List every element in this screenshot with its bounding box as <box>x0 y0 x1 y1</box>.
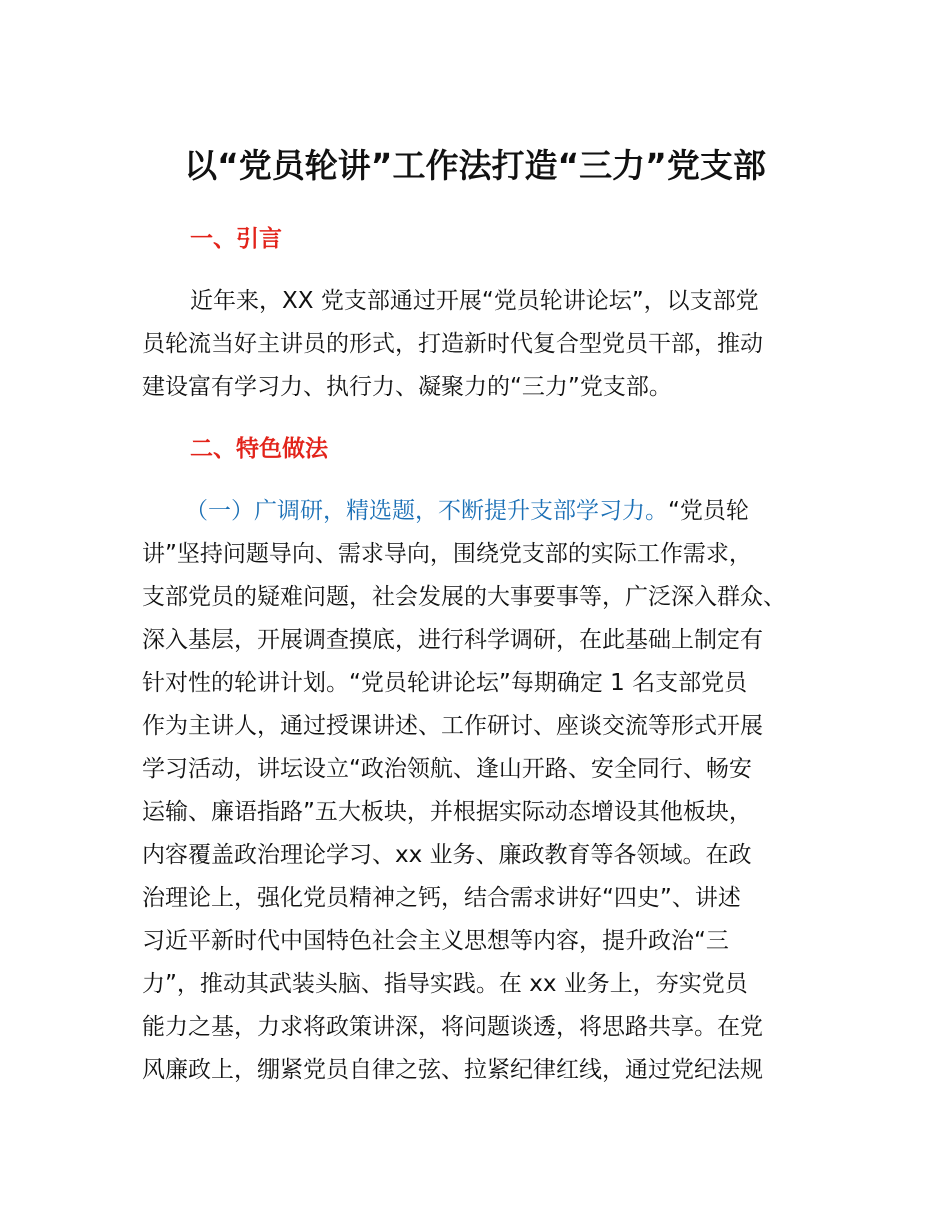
paragraph-line: 内容覆盖政治理论学习、xx 业务、廉政教育等各领域。在政 <box>142 842 752 868</box>
paragraph-line: 习近平新时代中国特色社会主义思想等内容，提升政治“三 <box>142 928 729 954</box>
paragraph-line <box>185 495 749 527</box>
paragraph-line: 运输、廉语指路”五大板块，并根据实际动态增设其他板块， <box>142 799 752 825</box>
paragraph-line: 治理论上，强化党员精神之钙，结合需求讲好“四史”、讲述 <box>142 885 741 911</box>
paragraph-line: 员轮流当好主讲员的形式，打造新时代复合型党员干部，推动 <box>142 331 763 357</box>
paragraph-line: 学习活动，讲坛设立“政治领航、逢山开路、安全同行、畅安 <box>142 756 752 782</box>
paragraph-line: 近年来，XX 党支部通过开展“党员轮讲论坛”，以支部党 <box>190 288 759 314</box>
section-heading-introduction: 一、引言 <box>190 226 282 252</box>
paragraph-line: 能力之基，力求将政策讲深，将问题谈透，将思路共享。在党 <box>142 1014 763 1040</box>
paragraph-line: 针对性的轮讲计划。“党员轮讲论坛”每期确定 1 名支部党员 <box>142 670 748 696</box>
paragraph-line: 风廉政上，绷紧党员自律之弦、拉紧纪律红线，通过党纪法规 <box>142 1057 763 1083</box>
paragraph-line: 力”，推动其武装头脑、指导实践。在 xx 业务上，夯实党员 <box>142 971 748 997</box>
paragraph-line: 作为主讲人，通过授课讲述、工作研讨、座谈交流等形式开展 <box>142 713 763 739</box>
paragraph-line: 建设富有学习力、执行力、凝聚力的“三力”党支部。 <box>142 374 672 400</box>
section-heading-practices: 二、特色做法 <box>190 436 328 462</box>
paragraph-line: 支部党员的疑难问题，社会发展的大事要事等，广泛深入群众、 <box>142 584 786 610</box>
document-title: 以“党员轮讲”工作法打造“三力”党支部 <box>184 146 766 185</box>
paragraph-text: “党员轮 <box>668 498 749 524</box>
paragraph-line: 讲”坚持问题导向、需求导向，围绕党支部的实际工作需求， <box>142 541 752 567</box>
paragraph-line: 深入基层，开展调查摸底，进行科学调研，在此基础上制定有 <box>142 627 763 653</box>
subsection-heading: （一）广调研，精选题，不断提升支部学习力。 <box>185 498 668 524</box>
